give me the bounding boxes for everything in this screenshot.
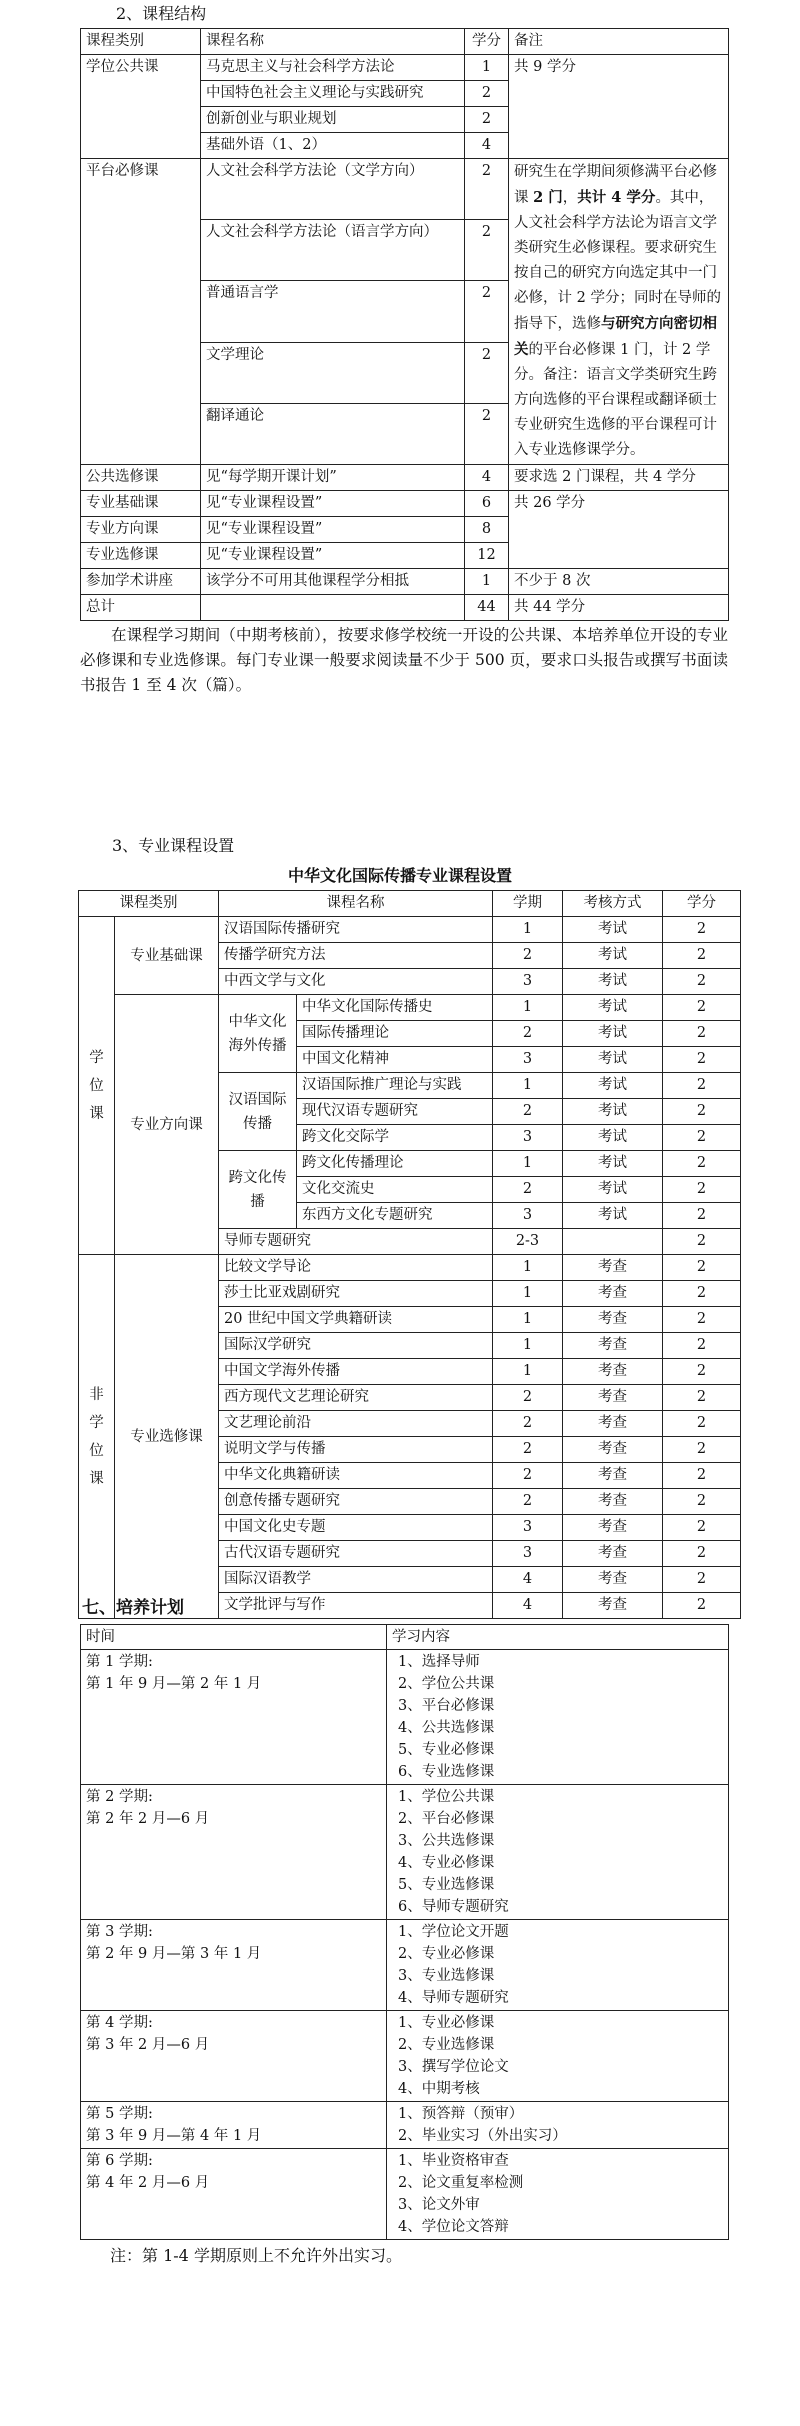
study-item: 4、专业必修课 xyxy=(398,1855,495,1871)
column-header: 课程类别 xyxy=(81,29,201,55)
note-emphasis: 2 门 xyxy=(533,189,563,206)
assessment-method: 考试 xyxy=(563,1203,663,1229)
course-semester: 3 xyxy=(493,1125,563,1151)
course-credits: 2 xyxy=(663,943,741,969)
course-credits: 2 xyxy=(663,1411,741,1437)
term-label: 第 5 学期: xyxy=(86,2106,153,2122)
major-courses-heading: 3、专业课程设置 xyxy=(112,836,235,855)
study-item: 1、专业必修课 xyxy=(398,2015,495,2031)
assessment-method: 考查 xyxy=(563,1463,663,1489)
study-item: 6、导师专题研究 xyxy=(398,1899,509,1915)
course-type: 专业方向课 xyxy=(115,995,219,1255)
course-structure-section xyxy=(0,2,800,698)
direction-group: 跨文化传播 xyxy=(219,1151,297,1229)
nondegree-course-text: 非学位课 xyxy=(89,1386,104,1487)
term-period: 第 2 年 2 月—6 月 xyxy=(86,1811,210,1827)
course-name: 中西文学与文化 xyxy=(219,969,493,995)
course-semester: 2-3 xyxy=(493,1229,563,1255)
course-category: 参加学术讲座 xyxy=(81,569,201,595)
table-row xyxy=(81,55,729,81)
course-credits: 2 xyxy=(663,1281,741,1307)
course-credits: 2 xyxy=(663,1489,741,1515)
study-item: 4、中期考核 xyxy=(398,2081,480,2097)
course-semester: 4 xyxy=(493,1567,563,1593)
course-note: 共 44 学分 xyxy=(509,595,729,621)
table-row xyxy=(81,1650,729,1785)
course-name: 中华文化国际传播史 xyxy=(297,995,493,1021)
course-name: 导师专题研究 xyxy=(219,1229,493,1255)
assessment-method: 考试 xyxy=(563,1021,663,1047)
term-cell xyxy=(81,2011,387,2102)
term-label: 第 1 学期: xyxy=(86,1654,153,1670)
course-category: 专业方向课 xyxy=(81,517,201,543)
training-plan-table xyxy=(80,1624,729,2240)
course-name: 见“专业课程设置” xyxy=(201,491,465,517)
column-header: 备注 xyxy=(509,29,729,55)
study-content-cell xyxy=(387,2102,729,2149)
table-row xyxy=(81,159,729,220)
study-item: 3、平台必修课 xyxy=(398,1698,495,1714)
assessment-method: 考试 xyxy=(563,1073,663,1099)
assessment-method: 考查 xyxy=(563,1567,663,1593)
column-header: 学习内容 xyxy=(387,1625,729,1650)
course-name: 跨文化传播理论 xyxy=(297,1151,493,1177)
course-name: 东西方文化专题研究 xyxy=(297,1203,493,1229)
note-text: 。其中，人文社会科学方法论为语言文学类研究生必修课程。要求研究生按自己的研究方向选定其中一门必修，计 2 学分；同时在导师的指导下，选修 xyxy=(514,190,721,332)
course-credits: 2 xyxy=(663,995,741,1021)
course-credits: 2 xyxy=(663,1125,741,1151)
course-credits: 2 xyxy=(465,107,509,133)
course-name: 普通语言学 xyxy=(201,281,465,342)
term-cell xyxy=(81,1650,387,1785)
course-semester: 3 xyxy=(493,1541,563,1567)
term-cell xyxy=(81,1920,387,2011)
course-credits: 2 xyxy=(663,1515,741,1541)
table-row xyxy=(79,917,741,943)
assessment-method: 考查 xyxy=(563,1255,663,1281)
course-semester: 1 xyxy=(493,1307,563,1333)
study-content-cell xyxy=(387,2011,729,2102)
study-item: 3、撰写学位论文 xyxy=(398,2059,509,2075)
course-name: 现代汉语专题研究 xyxy=(297,1099,493,1125)
assessment-method: 考查 xyxy=(563,1411,663,1437)
course-semester: 1 xyxy=(493,1333,563,1359)
table-header-row xyxy=(81,29,729,55)
course-semester: 2 xyxy=(493,943,563,969)
assessment-method: 考试 xyxy=(563,1099,663,1125)
study-item: 3、公共选修课 xyxy=(398,1833,495,1849)
assessment-method: 考试 xyxy=(563,1151,663,1177)
course-name: 中华文化典籍研读 xyxy=(219,1463,493,1489)
table-row xyxy=(81,1785,729,1920)
table-row xyxy=(81,465,729,491)
course-note: 共 26 学分 xyxy=(509,491,729,569)
course-credits: 2 xyxy=(663,1229,741,1255)
term-cell xyxy=(81,2149,387,2240)
course-name: 文艺理论前沿 xyxy=(219,1411,493,1437)
term-cell xyxy=(81,2102,387,2149)
study-item: 2、毕业实习（外出实习） xyxy=(398,2128,567,2144)
term-period: 第 1 年 9 月—第 2 年 1 月 xyxy=(86,1676,262,1692)
course-name: 国际汉学研究 xyxy=(219,1333,493,1359)
course-semester: 3 xyxy=(493,1203,563,1229)
course-type: 专业基础课 xyxy=(115,917,219,995)
course-name: 中国文化史专题 xyxy=(219,1515,493,1541)
course-name: 国际汉语教学 xyxy=(219,1567,493,1593)
course-credits: 2 xyxy=(663,1593,741,1619)
table-row xyxy=(81,569,729,595)
direction-group: 中华文化海外传播 xyxy=(219,995,297,1073)
study-item: 4、公共选修课 xyxy=(398,1720,495,1736)
course-credits: 2 xyxy=(663,1073,741,1099)
major-courses-table xyxy=(78,890,741,1619)
course-credits: 6 xyxy=(465,491,509,517)
course-credits: 2 xyxy=(465,159,509,220)
assessment-method: 考查 xyxy=(563,1333,663,1359)
assessment-method xyxy=(563,1229,663,1255)
course-category: 专业选修课 xyxy=(81,543,201,569)
degree-course-text: 学位课 xyxy=(89,1049,104,1122)
course-name: 见“专业课程设置” xyxy=(201,517,465,543)
table-row xyxy=(81,595,729,621)
course-semester: 1 xyxy=(493,1359,563,1385)
study-item: 2、学位公共课 xyxy=(398,1676,495,1692)
table-row xyxy=(79,1255,741,1281)
course-semester: 3 xyxy=(493,969,563,995)
course-name: 文化交流史 xyxy=(297,1177,493,1203)
training-plan-footnote: 注：第 1-4 学期原则上不允许外出实习。 xyxy=(110,2246,402,2265)
course-semester: 3 xyxy=(493,1515,563,1541)
term-label: 第 3 学期: xyxy=(86,1924,153,1940)
course-name: 古代汉语专题研究 xyxy=(219,1541,493,1567)
course-credits: 2 xyxy=(663,1567,741,1593)
course-name: 20 世纪中国文学典籍研读 xyxy=(219,1307,493,1333)
table-row xyxy=(79,995,741,1021)
course-type: 专业选修课 xyxy=(115,1255,219,1619)
term-period: 第 3 年 2 月—6 月 xyxy=(86,2037,210,2053)
course-credits: 2 xyxy=(465,403,509,464)
course-name: 比较文学导论 xyxy=(219,1255,493,1281)
term-cell xyxy=(81,1785,387,1920)
course-credits: 1 xyxy=(465,569,509,595)
study-item: 5、专业选修课 xyxy=(398,1877,495,1893)
course-semester: 2 xyxy=(493,1385,563,1411)
course-semester: 1 xyxy=(493,1281,563,1307)
study-item: 2、平台必修课 xyxy=(398,1811,495,1827)
column-header: 考核方式 xyxy=(563,891,663,917)
course-credits: 12 xyxy=(465,543,509,569)
course-note xyxy=(509,159,729,465)
course-credits: 2 xyxy=(663,1307,741,1333)
assessment-method: 考查 xyxy=(563,1593,663,1619)
course-semester: 2 xyxy=(493,1411,563,1437)
study-item: 2、论文重复率检测 xyxy=(398,2175,524,2191)
study-item: 2、专业选修课 xyxy=(398,2037,495,2053)
course-credits: 2 xyxy=(465,220,509,281)
course-study-paragraph: 在课程学习期间（中期考核前），按要求修学校统一开设的公共课、本培养单位开设的专业必修课和专业选修课。每门专业课一般要求阅读量不少于 500 页，要求口头报告或撰写书面读书报告 1 至 4 次（篇）。 xyxy=(80,626,728,694)
course-name: 见“专业课程设置” xyxy=(201,543,465,569)
course-name: 汉语国际传播研究 xyxy=(219,917,493,943)
study-item: 1、学位论文开题 xyxy=(398,1924,509,1940)
direction-group: 汉语国际传播 xyxy=(219,1073,297,1151)
assessment-method: 考查 xyxy=(563,1489,663,1515)
term-label: 第 6 学期: xyxy=(86,2153,153,2169)
column-header: 时间 xyxy=(81,1625,387,1650)
assessment-method: 考查 xyxy=(563,1359,663,1385)
course-semester: 2 xyxy=(493,1177,563,1203)
table-header-row xyxy=(79,891,741,917)
note-text: 研究生在学期间须修满平台必修课 xyxy=(514,164,717,206)
study-item: 4、学位论文答辩 xyxy=(398,2219,509,2235)
course-name: 传播学研究方法 xyxy=(219,943,493,969)
course-name: 马克思主义与社会科学方法论 xyxy=(201,55,465,81)
study-content-cell xyxy=(387,2149,729,2240)
course-semester: 2 xyxy=(493,1489,563,1515)
study-item: 1、选择导师 xyxy=(398,1654,480,1670)
course-note: 要求选 2 门课程，共 4 学分 xyxy=(509,465,729,491)
course-name xyxy=(201,595,465,621)
course-credits: 2 xyxy=(663,1333,741,1359)
course-name: 创新创业与职业规划 xyxy=(201,107,465,133)
course-credits: 1 xyxy=(465,55,509,81)
course-name: 跨文化交际学 xyxy=(297,1125,493,1151)
course-credits: 4 xyxy=(465,465,509,491)
table-row xyxy=(81,1920,729,2011)
course-name: 中国文学海外传播 xyxy=(219,1359,493,1385)
course-credits: 2 xyxy=(663,1359,741,1385)
course-name: 翻译通论 xyxy=(201,403,465,464)
term-label: 第 4 学期: xyxy=(86,2015,153,2031)
course-credits: 2 xyxy=(663,1021,741,1047)
study-item: 2、专业必修课 xyxy=(398,1946,495,1962)
major-courses-section xyxy=(0,834,800,1619)
table-row xyxy=(81,2149,729,2240)
course-credits: 2 xyxy=(465,281,509,342)
study-item: 5、专业必修课 xyxy=(398,1742,495,1758)
assessment-method: 考查 xyxy=(563,1385,663,1411)
term-period: 第 3 年 9 月—第 4 年 1 月 xyxy=(86,2128,262,2144)
course-name: 见“每学期开课计划” xyxy=(201,465,465,491)
course-semester: 1 xyxy=(493,1151,563,1177)
course-credits: 2 xyxy=(663,1099,741,1125)
assessment-method: 考试 xyxy=(563,1177,663,1203)
study-content-cell xyxy=(387,1650,729,1785)
course-credits: 2 xyxy=(663,969,741,995)
course-name: 该学分不可用其他课程学分相抵 xyxy=(201,569,465,595)
course-semester: 1 xyxy=(493,995,563,1021)
course-credits: 2 xyxy=(663,1203,741,1229)
assessment-method: 考试 xyxy=(563,917,663,943)
assessment-method: 考试 xyxy=(563,1125,663,1151)
table-row xyxy=(81,2102,729,2149)
course-category: 学位公共课 xyxy=(81,55,201,159)
course-name: 莎士比亚戏剧研究 xyxy=(219,1281,493,1307)
course-credits: 2 xyxy=(663,1437,741,1463)
course-credits: 2 xyxy=(663,1463,741,1489)
note-emphasis: 与研究方向密切相关 xyxy=(514,315,717,358)
column-header: 课程类别 xyxy=(79,891,219,917)
course-semester: 1 xyxy=(493,1073,563,1099)
study-item: 4、导师专题研究 xyxy=(398,1990,509,2006)
course-structure-heading: 2、课程结构 xyxy=(116,4,207,23)
course-semester: 1 xyxy=(493,917,563,943)
course-semester: 2 xyxy=(493,1021,563,1047)
study-item: 1、预答辩（预审） xyxy=(398,2106,524,2122)
course-semester: 1 xyxy=(493,1255,563,1281)
course-name: 基础外语（1、2） xyxy=(201,133,465,159)
study-content-cell xyxy=(387,1920,729,2011)
study-content-cell xyxy=(387,1785,729,1920)
term-label: 第 2 学期: xyxy=(86,1789,153,1805)
table-header-row xyxy=(81,1625,729,1650)
assessment-method: 考查 xyxy=(563,1281,663,1307)
course-category: 平台必修课 xyxy=(81,159,201,465)
column-header: 学分 xyxy=(465,29,509,55)
training-plan-heading: 七、培养计划 xyxy=(82,1598,184,1618)
assessment-method: 考查 xyxy=(563,1515,663,1541)
course-credits: 4 xyxy=(465,133,509,159)
study-item: 1、学位公共课 xyxy=(398,1789,495,1805)
table-row xyxy=(81,2011,729,2102)
course-name: 汉语国际推广理论与实践 xyxy=(297,1073,493,1099)
assessment-method: 考查 xyxy=(563,1307,663,1333)
course-semester: 2 xyxy=(493,1437,563,1463)
table-row xyxy=(81,491,729,517)
major-courses-title: 中华文化国际传播专业课程设置 xyxy=(287,866,512,885)
column-header: 课程名称 xyxy=(219,891,493,917)
course-credits: 2 xyxy=(465,81,509,107)
term-period: 第 4 年 2 月—6 月 xyxy=(86,2175,210,2191)
course-name: 文学批评与写作 xyxy=(219,1593,493,1619)
course-credits: 2 xyxy=(663,1255,741,1281)
course-credits: 2 xyxy=(663,1541,741,1567)
course-credits: 2 xyxy=(663,1047,741,1073)
study-item: 1、毕业资格审查 xyxy=(398,2153,509,2169)
course-name: 创意传播专题研究 xyxy=(219,1489,493,1515)
study-item: 3、专业选修课 xyxy=(398,1968,495,1984)
course-structure-table xyxy=(80,28,729,621)
assessment-method: 考查 xyxy=(563,1541,663,1567)
course-credits: 8 xyxy=(465,517,509,543)
course-name: 人文社会科学方法论（语言学方向） xyxy=(201,220,465,281)
term-period: 第 2 年 9 月—第 3 年 1 月 xyxy=(86,1946,262,1962)
assessment-method: 考试 xyxy=(563,1047,663,1073)
assessment-method: 考试 xyxy=(563,943,663,969)
course-credits: 2 xyxy=(663,1385,741,1411)
column-header: 学分 xyxy=(663,891,741,917)
course-name: 西方现代文艺理论研究 xyxy=(219,1385,493,1411)
study-item: 3、论文外审 xyxy=(398,2197,480,2213)
course-name: 中国文化精神 xyxy=(297,1047,493,1073)
course-category: 专业基础课 xyxy=(81,491,201,517)
course-category: 公共选修课 xyxy=(81,465,201,491)
course-name: 国际传播理论 xyxy=(297,1021,493,1047)
column-header: 学期 xyxy=(493,891,563,917)
course-credits: 2 xyxy=(465,342,509,403)
course-note: 不少于 8 次 xyxy=(509,569,729,595)
course-category: 总计 xyxy=(81,595,201,621)
course-semester: 2 xyxy=(493,1099,563,1125)
course-credits: 2 xyxy=(663,917,741,943)
study-item: 6、专业选修课 xyxy=(398,1764,495,1780)
degree-course-label xyxy=(79,917,115,1255)
note-text: ， xyxy=(562,190,578,206)
course-name: 中国特色社会主义理论与实践研究 xyxy=(201,81,465,107)
nondegree-course-label xyxy=(79,1255,115,1619)
course-note: 共 9 学分 xyxy=(509,55,729,159)
course-semester: 4 xyxy=(493,1593,563,1619)
note-text: 的平台必修课 1 门，计 2 学分。备注：语言文学类研究生跨方向选修的平台课程或翻译硕士专业研究生选修的平台课程可计入专业选修课学分。 xyxy=(514,342,717,458)
course-name: 文学理论 xyxy=(201,342,465,403)
assessment-method: 考试 xyxy=(563,995,663,1021)
note-emphasis: 共计 4 学分 xyxy=(577,189,656,206)
assessment-method: 考查 xyxy=(563,1437,663,1463)
training-plan-section xyxy=(0,1596,800,2268)
course-name: 说明文学与传播 xyxy=(219,1437,493,1463)
course-semester: 3 xyxy=(493,1047,563,1073)
course-credits: 2 xyxy=(663,1177,741,1203)
course-semester: 2 xyxy=(493,1463,563,1489)
column-header: 课程名称 xyxy=(201,29,465,55)
course-credits: 44 xyxy=(465,595,509,621)
course-credits: 2 xyxy=(663,1151,741,1177)
course-name: 人文社会科学方法论（文学方向） xyxy=(201,159,465,220)
assessment-method: 考试 xyxy=(563,969,663,995)
